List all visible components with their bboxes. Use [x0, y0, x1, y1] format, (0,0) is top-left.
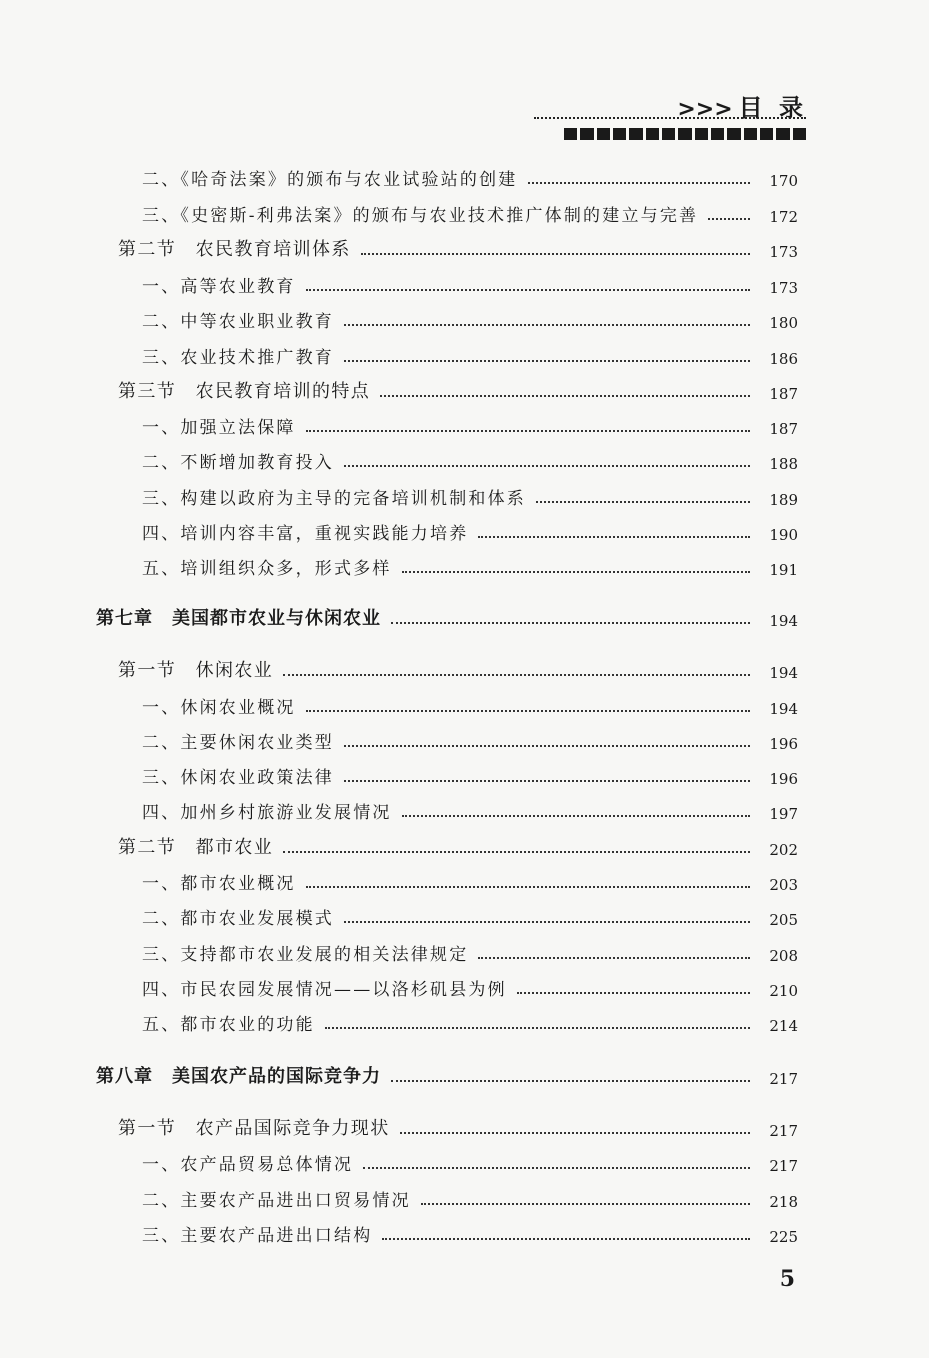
toc-entry-title: 一、加强立法保障 — [142, 418, 296, 438]
toc-entry-title: 二、主要休闲农业类型 — [142, 733, 334, 753]
toc-entry-title: 二、不断增加教育投入 — [142, 453, 334, 473]
toc-entry-title: 二、中等农业职业教育 — [142, 312, 334, 332]
dot-leader — [528, 182, 751, 184]
toc-entry-page: 196 — [769, 770, 798, 788]
toc-entry-title: 第二节 都市农业 — [118, 837, 274, 858]
header-block — [646, 128, 659, 140]
toc-entry-page: 170 — [769, 172, 798, 190]
toc-entry-item[interactable] — [0, 1145, 929, 1175]
toc-entry-page: 187 — [769, 385, 798, 403]
dot-leader — [402, 571, 750, 573]
dot-leader — [517, 992, 750, 994]
toc-entry-section[interactable] — [0, 373, 929, 403]
dot-leader — [478, 957, 750, 959]
dot-leader — [536, 501, 750, 503]
toc-entry-page: 190 — [769, 526, 798, 544]
toc-entry-item[interactable] — [0, 1005, 929, 1035]
toc-entry-item[interactable] — [0, 793, 929, 823]
toc-entry-item[interactable] — [0, 267, 929, 297]
header-block — [744, 128, 757, 140]
dot-leader — [391, 1080, 750, 1082]
dot-leader — [344, 780, 750, 782]
toc-entry-item[interactable] — [0, 302, 929, 332]
dot-leader — [400, 1132, 750, 1134]
toc-entry-page: 172 — [769, 208, 798, 226]
dot-leader — [306, 710, 750, 712]
dot-leader — [363, 1167, 750, 1169]
running-head-title: 目 录 — [738, 94, 807, 122]
toc-entry-item[interactable] — [0, 408, 929, 438]
toc-entry-page: 194 — [769, 664, 798, 682]
toc-entry-item[interactable] — [0, 970, 929, 1000]
dot-leader — [402, 815, 750, 817]
toc-entry-page: 217 — [769, 1070, 798, 1088]
toc-entry-page: 217 — [769, 1157, 798, 1175]
toc-entry-page: 191 — [769, 561, 798, 579]
toc-entry-title: 五、都市农业的功能 — [142, 1015, 315, 1035]
toc-entry-page: 214 — [769, 1017, 798, 1035]
toc-entry-page: 173 — [769, 243, 798, 261]
toc-entry-item[interactable] — [0, 688, 929, 718]
toc-entry-page: 202 — [769, 841, 798, 859]
dot-leader — [391, 622, 750, 624]
toc-entry-title: 第三节 农民教育培训的特点 — [118, 381, 371, 402]
toc-entry-title: 一、高等农业教育 — [142, 277, 296, 297]
header-block — [793, 128, 806, 140]
header-block — [695, 128, 708, 140]
header-block-bar — [564, 128, 806, 140]
toc-entry-item[interactable] — [0, 338, 929, 368]
toc-entry-title: 第八章 美国农产品的国际竞争力 — [96, 1066, 381, 1087]
header-block — [580, 128, 593, 140]
toc-entry-title: 三、《史密斯-利弗法案》的颁布与农业技术推广体制的建立与完善 — [142, 206, 699, 226]
toc-entry-title: 四、市民农园发展情况——以洛杉矶县为例 — [142, 980, 507, 1000]
toc-entry-item[interactable] — [0, 864, 929, 894]
toc-entry-title: 二、《哈奇法案》的颁布与农业试验站的创建 — [142, 170, 518, 190]
toc-entry-title: 四、加州乡村旅游业发展情况 — [142, 803, 392, 823]
toc-entry-title: 第一节 农产品国际竞争力现状 — [118, 1118, 390, 1139]
toc-entry-title: 一、休闲农业概况 — [142, 698, 296, 718]
toc-entry-chapter[interactable] — [0, 600, 929, 630]
dot-leader — [283, 674, 750, 676]
dot-leader — [380, 395, 750, 397]
toc-entry-section[interactable] — [0, 231, 929, 261]
toc-entry-item[interactable] — [0, 935, 929, 965]
toc-entry-page: 225 — [769, 1228, 798, 1246]
toc-entry-item[interactable] — [0, 443, 929, 473]
toc-entry-title: 第二节 农民教育培训体系 — [118, 239, 351, 260]
page-number: 5 — [779, 1266, 795, 1292]
toc-entry-title: 一、都市农业概况 — [142, 874, 296, 894]
dot-leader — [361, 253, 750, 255]
toc-entry-title: 三、休闲农业政策法律 — [142, 768, 334, 788]
dot-leader — [344, 465, 750, 467]
toc-entry-page: 196 — [769, 735, 798, 753]
chevron-icon: >>> — [677, 97, 733, 122]
toc-entry-title: 四、培训内容丰富，重视实践能力培养 — [142, 524, 469, 544]
toc-entry-item[interactable] — [0, 549, 929, 579]
toc-entry-page: 208 — [769, 947, 798, 965]
toc-entry-section[interactable] — [0, 1110, 929, 1140]
toc-entry-section[interactable] — [0, 829, 929, 859]
header-block — [760, 128, 773, 140]
header-block — [629, 128, 642, 140]
toc-entry-item[interactable] — [0, 1181, 929, 1211]
toc-entry-page: 203 — [769, 876, 798, 894]
toc-entry-item[interactable] — [0, 899, 929, 929]
toc-entry-title: 第七章 美国都市农业与休闲农业 — [96, 608, 381, 629]
toc-entry-item[interactable] — [0, 196, 929, 226]
dot-leader — [344, 745, 750, 747]
dot-leader — [306, 886, 750, 888]
toc-entry-title: 五、培训组织众多，形式多样 — [142, 559, 392, 579]
header-dotted-rule — [534, 117, 806, 119]
header-block — [727, 128, 740, 140]
toc-entry-title: 三、构建以政府为主导的完备培训机制和体系 — [142, 489, 526, 509]
toc-entry-page: 173 — [769, 279, 798, 297]
toc-entry-item[interactable] — [0, 514, 929, 544]
toc-entry-item[interactable] — [0, 723, 929, 753]
header-block — [678, 128, 691, 140]
toc-entry-title: 三、农业技术推广教育 — [142, 348, 334, 368]
toc-entry-page: 194 — [769, 700, 798, 718]
toc-entry-item[interactable] — [0, 1216, 929, 1246]
toc-entry-page: 197 — [769, 805, 798, 823]
toc-entry-page: 186 — [769, 350, 798, 368]
toc-entry-page: 187 — [769, 420, 798, 438]
toc-entry-item[interactable] — [0, 479, 929, 509]
header-block — [662, 128, 675, 140]
toc-entry-page: 180 — [769, 314, 798, 332]
header-block — [597, 128, 610, 140]
toc-entry-chapter[interactable] — [0, 1058, 929, 1088]
dot-leader — [344, 921, 750, 923]
toc-entry-page: 189 — [769, 491, 798, 509]
dot-leader — [325, 1027, 750, 1029]
dot-leader — [421, 1203, 750, 1205]
toc-entry-page: 194 — [769, 612, 798, 630]
dot-leader — [708, 218, 750, 220]
toc-entry-title: 一、农产品贸易总体情况 — [142, 1155, 354, 1175]
toc-entry-section[interactable] — [0, 652, 929, 682]
toc-entry-page: 205 — [769, 911, 798, 929]
toc-entry-page: 217 — [769, 1122, 798, 1140]
toc-entry-item[interactable] — [0, 758, 929, 788]
header-block — [776, 128, 789, 140]
toc-entry-item[interactable] — [0, 160, 929, 190]
toc-entry-page: 218 — [769, 1193, 798, 1211]
dot-leader — [306, 430, 750, 432]
dot-leader — [306, 289, 750, 291]
toc-entry-title: 二、都市农业发展模式 — [142, 909, 334, 929]
toc-entry-title: 三、支持都市农业发展的相关法律规定 — [142, 945, 469, 965]
toc-entry-title: 第一节 休闲农业 — [118, 660, 274, 681]
dot-leader — [478, 536, 750, 538]
dot-leader — [344, 360, 750, 362]
dot-leader — [283, 851, 750, 853]
toc-entry-page: 188 — [769, 455, 798, 473]
header-block — [711, 128, 724, 140]
dot-leader — [344, 324, 750, 326]
dot-leader — [382, 1238, 750, 1240]
toc-entry-title: 二、主要农产品进出口贸易情况 — [142, 1191, 411, 1211]
header-block — [613, 128, 626, 140]
toc-entry-title: 三、主要农产品进出口结构 — [142, 1226, 373, 1246]
toc-entry-page: 210 — [769, 982, 798, 1000]
header-block — [564, 128, 577, 140]
